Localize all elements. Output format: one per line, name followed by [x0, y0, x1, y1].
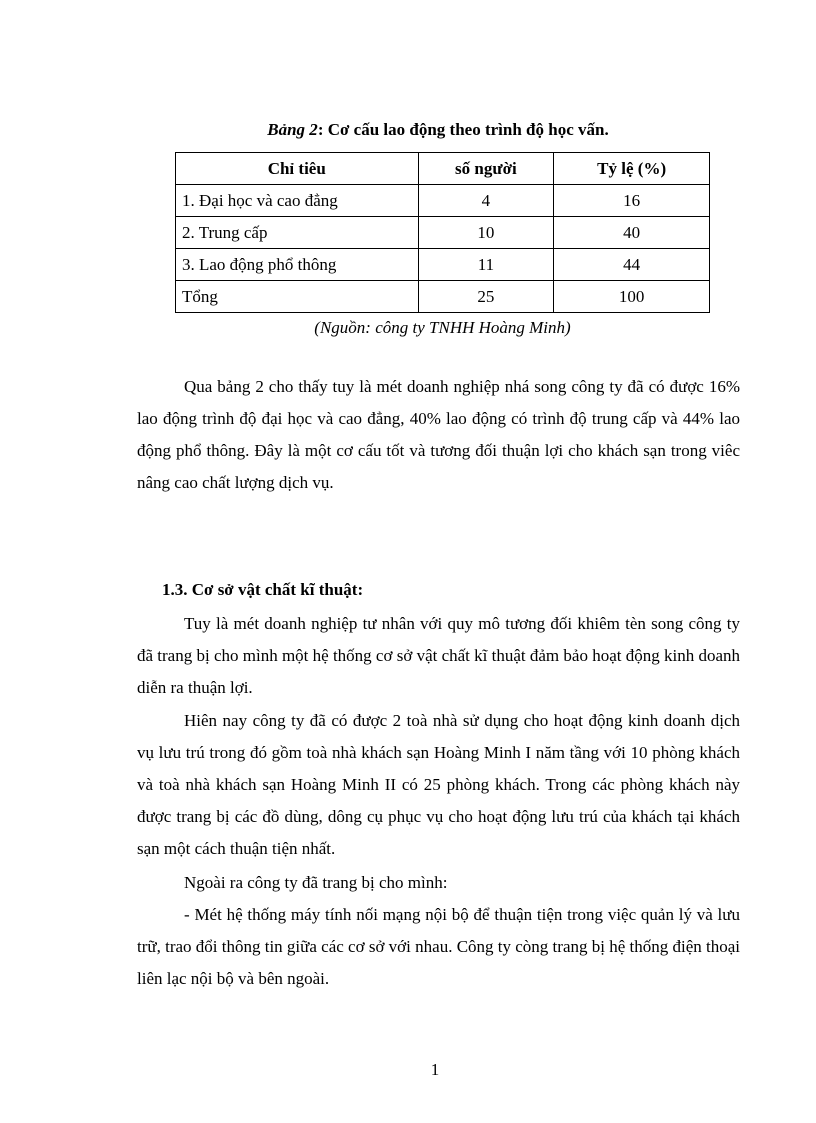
table-source: (Nguồn: công ty TNHH Hoàng Minh) [314, 318, 571, 337]
row-percent: 44 [554, 249, 710, 281]
table-row [176, 185, 710, 217]
paragraph-computer-system: - Mét hệ thống máy tính nối mạng nội bộ để thuận tiện trong việc quản lý và lưu trữ, trao đổi thông tin giữa các cơ sở với nhau. Công ty còng trang bị hệ thống điện thoại liên lạc nội bộ và bên ngoài. [137, 905, 740, 988]
paragraph-analysis: Qua bảng 2 cho thấy tuy là mét doanh nghiệp nhá song công ty đã có được 16% lao động trình độ đại học và cao đẳng, 40% lao động có trình độ trung cấp và 44% lao động phổ thông. Đây là một cơ cấu tốt và tương đối thuận lợi cho khách sạn trong viêc nâng cao chất lượng dịch vụ. [137, 377, 740, 492]
paragraph-equipment-intro: Ngoài ra công ty đã trang bị cho mình: [184, 873, 448, 892]
row-percent: 16 [554, 185, 710, 217]
header-percent: Tỷ lệ (%) [554, 153, 710, 185]
table-total-row [176, 281, 710, 313]
table-caption-text: : Cơ cấu lao động theo trình độ học vấn. [317, 120, 609, 139]
row-percent: 40 [554, 217, 710, 249]
row-percent: 100 [554, 281, 710, 313]
row-count: 4 [418, 185, 554, 217]
section-heading: 1.3. Cơ sở vật chất kĩ thuật: [162, 580, 364, 599]
table-caption [0, 120, 816, 140]
paragraph-buildings: Hiên nay công ty đã có được 2 toà nhà sử dụng cho hoạt động kinh doanh dịch vụ lưu trú trong đó gồm toà nhà khách sạn Hoàng Minh I năm tầng với 10 phòng khách và toà nhà khách sạn Hoàng Minh II có 25 phòng khách. Trong các phòng khách này được trang bị các đồ dùng, dông cụ phục vụ cho hoạt động lưu trú của khách tại khách sạn một cách thuận tiện nhất. [137, 711, 740, 858]
row-criteria: 1. Đại học và cao đẳng [176, 185, 419, 217]
paragraph-facilities-intro: Tuy là mét doanh nghiệp tư nhân với quy mô tương đối khiêm tèn song công ty đã trang bị cho mình một hệ thống cơ sở vật chất kĩ thuật đảm bảo hoạt động kinh doanh diễn ra thuận lợi. [137, 614, 740, 697]
header-criteria: Chỉ tiêu [176, 153, 419, 185]
table-row [176, 217, 710, 249]
row-criteria: Tổng [176, 281, 419, 313]
row-count: 11 [418, 249, 554, 281]
row-count: 25 [418, 281, 554, 313]
row-criteria: 2. Trung cấp [176, 217, 419, 249]
page-number: 1 [430, 1060, 440, 1079]
table-row [176, 249, 710, 281]
table-caption-lead: Bảng 2 [267, 120, 318, 139]
row-criteria: 3. Lao động phổ thông [176, 249, 419, 281]
table-header-row [176, 153, 710, 185]
education-structure-table [175, 152, 710, 313]
row-count: 10 [418, 217, 554, 249]
header-count: số người [418, 153, 554, 185]
